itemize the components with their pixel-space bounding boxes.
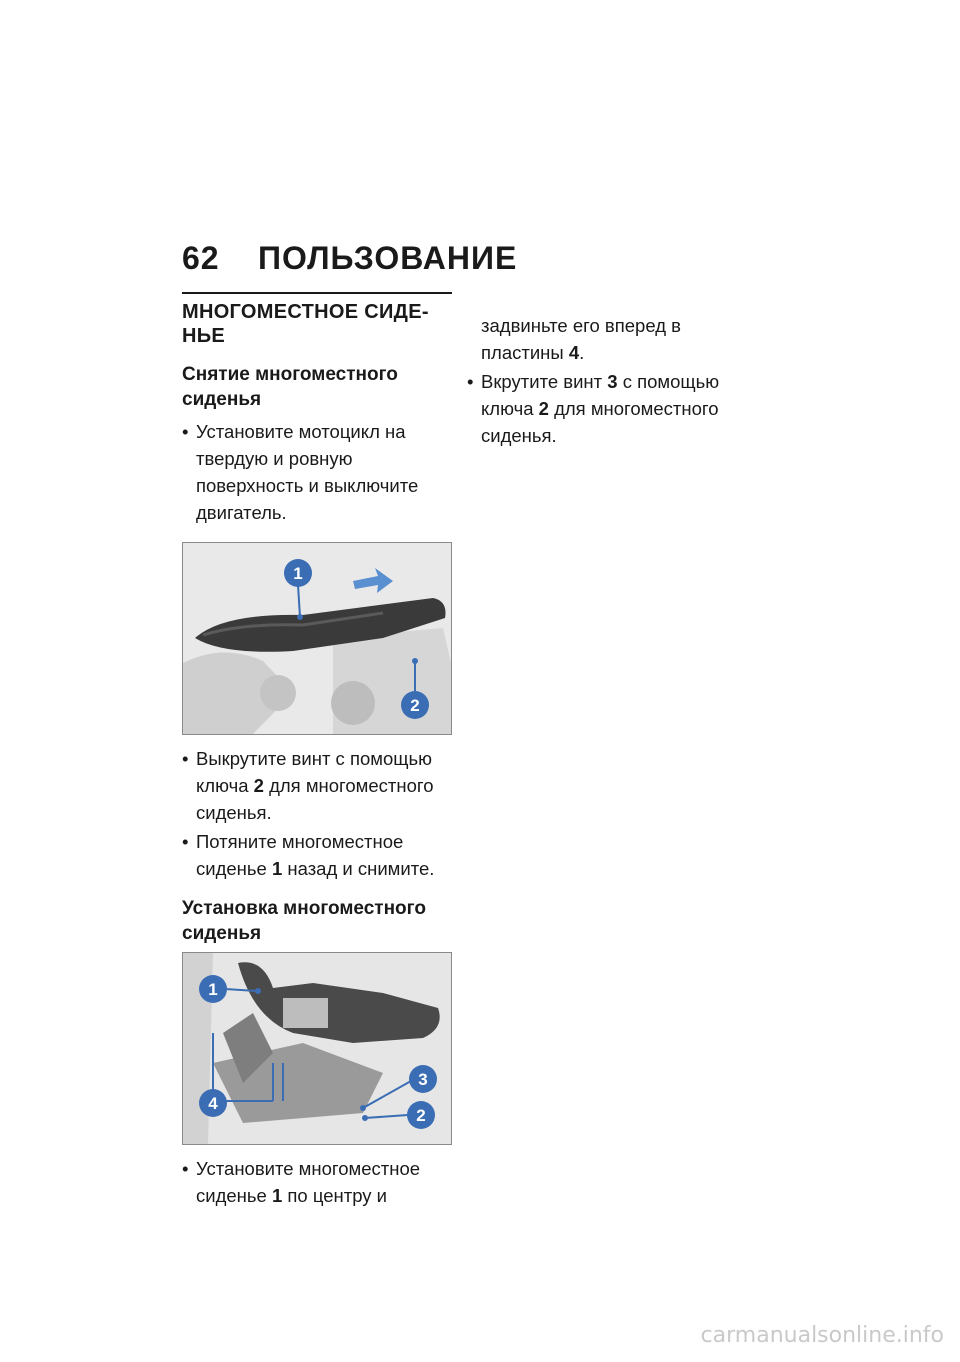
installation-step-2: • Вкрутите винт 3 с помощью ключа 2 для многоместного сиденья. [467, 368, 737, 449]
step1-tail: задвиньте его вперед в пластины [481, 315, 681, 363]
section-title: МНОГОМЕСТНОЕ СИДЕ-НЬЕ [182, 301, 429, 347]
chapter-title: ПОЛЬЗОВАНИЕ [258, 240, 518, 276]
section-rule [182, 292, 452, 294]
watermark: carmanualsonline.info [700, 1323, 944, 1348]
seat-installation-illustration [183, 953, 451, 1144]
seat-removal-illustration [183, 543, 451, 734]
ref-2: 2 [538, 398, 549, 419]
installation-heading: Установка многоместного сиденья [182, 898, 426, 944]
callout-4: 4 [208, 1094, 218, 1113]
ref-3: 3 [607, 371, 618, 392]
installation-step-1-start: • Установите многоместное сиденье 1 по центру и [182, 1155, 452, 1209]
callout-3: 3 [418, 1070, 428, 1089]
removal-step-3: • Потяните многоместное сиденье 1 назад и снимите. [182, 828, 452, 882]
removal-heading: Снятие многоместного сиденья [182, 364, 398, 410]
ref-1: 1 [271, 1185, 283, 1206]
ref-2: 2 [253, 775, 264, 796]
removal-step-1: • Установите мотоцикл на твердую и ровную поверхность и выключите двигатель. [182, 418, 452, 526]
ref-1: 1 [271, 858, 283, 879]
installation-step-1-end: задвиньте его вперед в пластины 4. [481, 315, 681, 363]
page-number: 62 [182, 240, 220, 276]
page-header [182, 240, 517, 277]
callout-2: 2 [416, 1106, 426, 1125]
ref-4: 4 [568, 342, 580, 363]
callout-2: 2 [410, 696, 420, 715]
figure-seat-removal [182, 542, 452, 735]
left-column [182, 292, 452, 1211]
callout-1: 1 [293, 564, 303, 583]
callout-1: 1 [208, 980, 218, 999]
right-column [467, 312, 737, 451]
installation-step-1-cont: по центру и [282, 1185, 388, 1206]
figure-seat-installation [182, 952, 452, 1145]
removal-step-2: • Выкрутите винт с помощью ключа 2 для многоместного сиденья. [182, 745, 452, 826]
